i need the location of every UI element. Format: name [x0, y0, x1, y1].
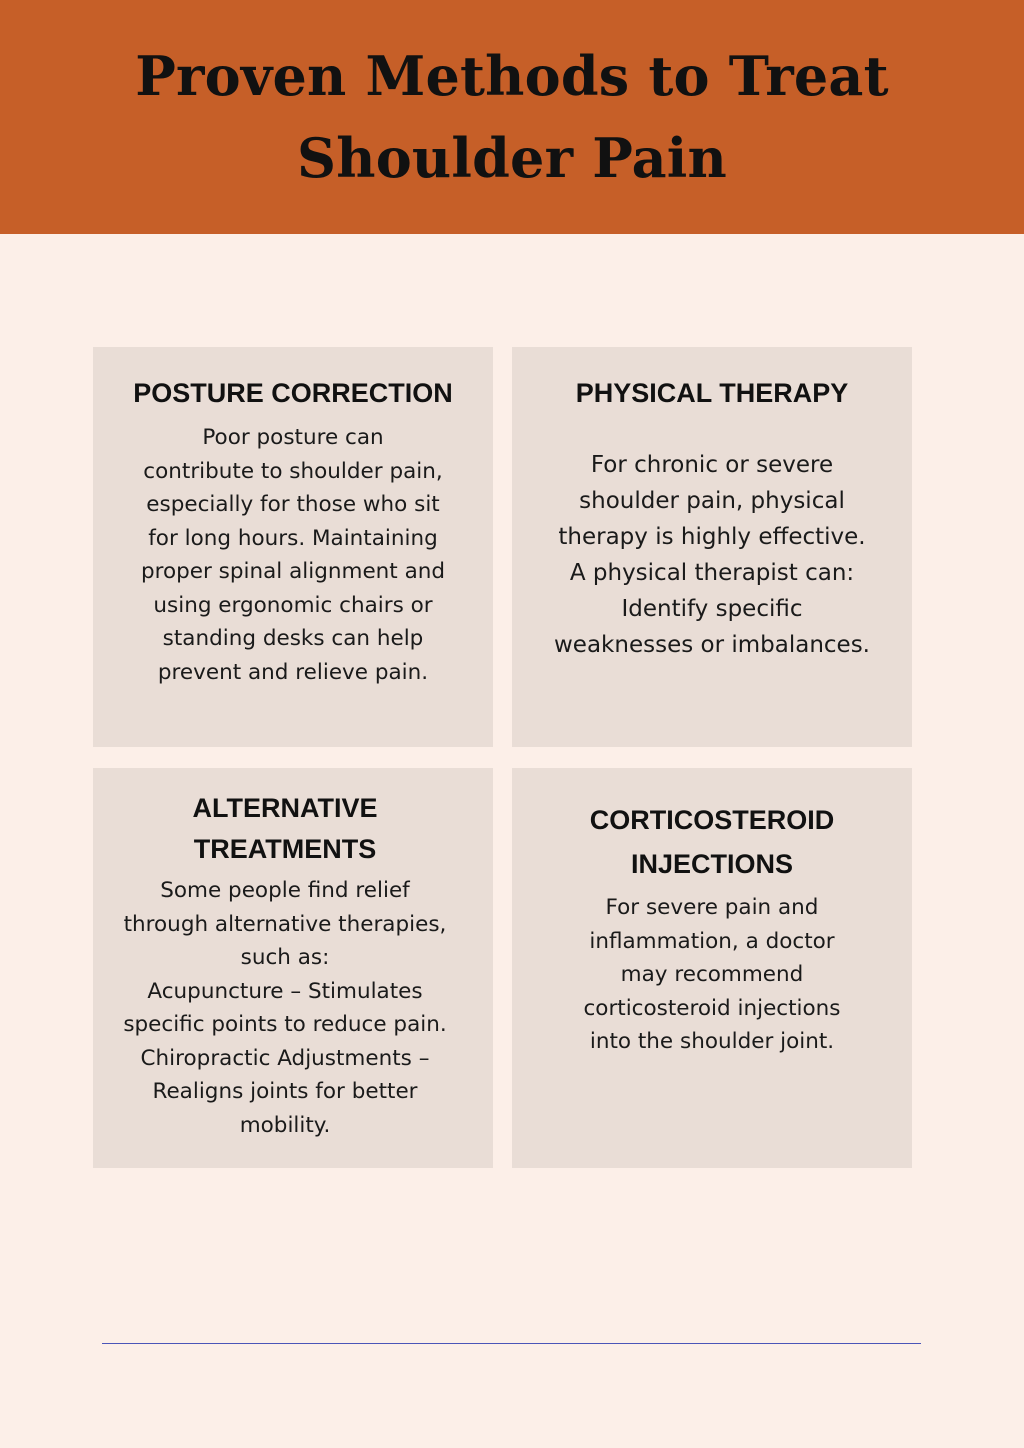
- footer-divider: [102, 1343, 921, 1344]
- card-physical-therapy: [512, 347, 912, 747]
- card-heading: ALTERNATIVE TREATMENTS: [192, 793, 378, 864]
- page-title: Proven Methods to Treat Shoulder Pain: [135, 44, 889, 190]
- card-text: Poor posture can contribute to shoulder pain, especially for those who sit for long hours. Maintaining proper spinal alignment and using ergonomic chairs or standing desks can help prevent and relieve pain.: [140, 425, 446, 685]
- card-heading: CORTICOSTEROID INJECTIONS: [589, 805, 835, 879]
- header-banner: [0, 0, 1024, 234]
- card-text: For severe pain and inflammation, a doctor may recommend corticosteroid injections into the shoulder joint.: [583, 895, 841, 1054]
- card-corticosteroid-injections: [512, 768, 912, 1168]
- card-alternative-treatments: [93, 768, 493, 1168]
- card-heading: PHYSICAL THERAPY: [575, 378, 849, 408]
- card-heading: POSTURE CORRECTION: [133, 378, 453, 408]
- card-posture-correction: [93, 347, 493, 747]
- card-text: Some people find relief through alternative therapies, such as: Acupuncture – Stimulates specific points to reduce pain. Chiropractic Adjustments – Realigns joints for better mobility.: [123, 878, 447, 1138]
- card-text: For chronic or severe shoulder pain, physical therapy is highly effective. A physical therapist can: Identify specific weaknesses or imbalances.: [554, 452, 870, 658]
